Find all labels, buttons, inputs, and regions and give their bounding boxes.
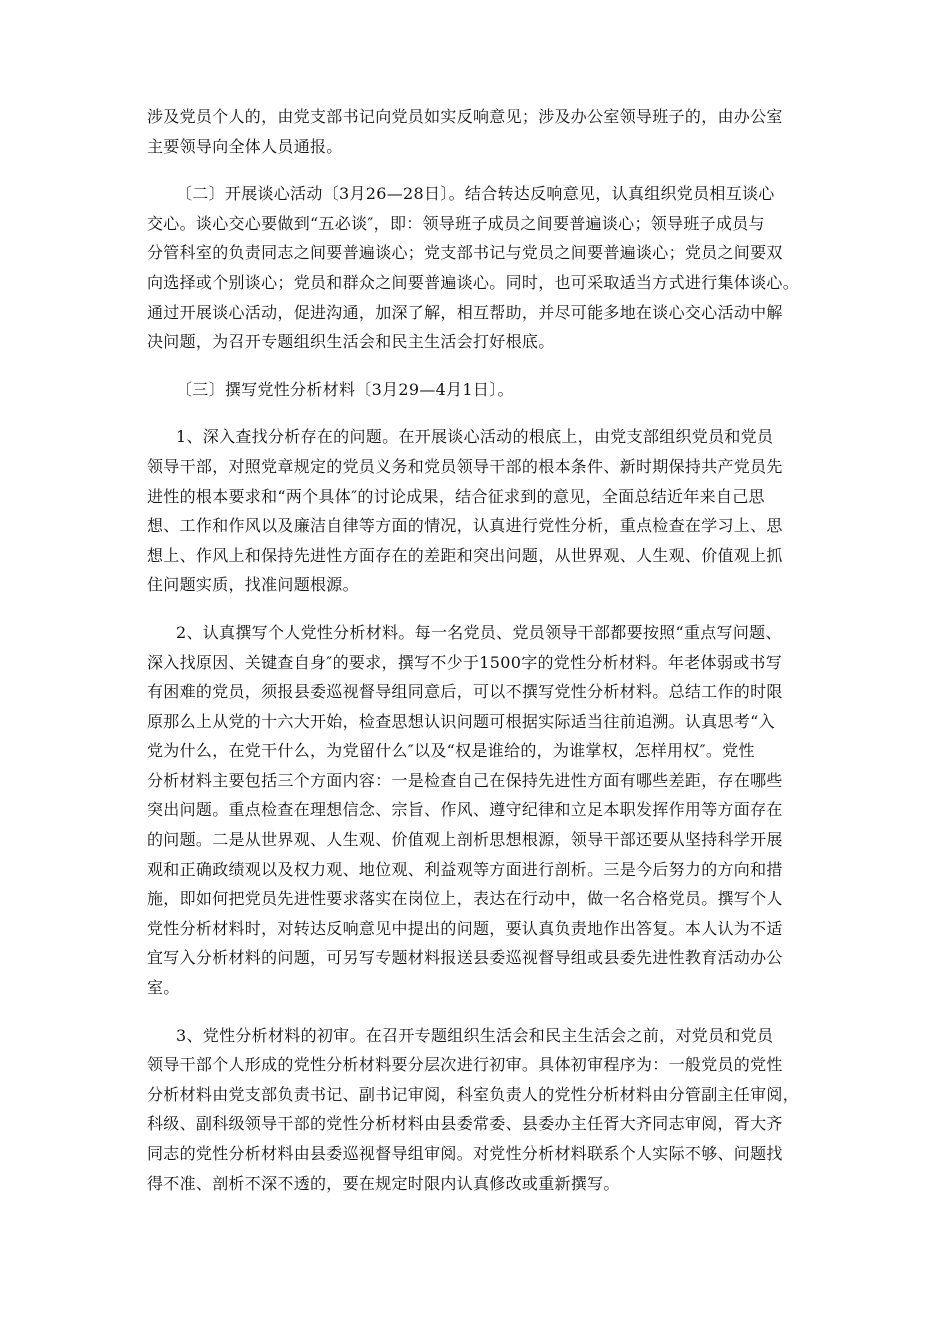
paragraph-1: [147, 179, 815, 357]
text-line: 向选择或个别谈心；党员和群众之间要普遍谈心。同时，也可采取适当方式进行集体谈心。: [147, 272, 800, 292]
text-line: 涉及党员个人的，由党支部书记向党员如实反响意见；涉及办公室领导班子的，由办公室: [147, 107, 783, 126]
paragraph-gap: [147, 600, 815, 618]
text-line: 想、工作和作风以及廉洁自律等方面的情况，认真进行党性分析，重点检查在学习上、思: [147, 516, 783, 536]
paragraph-gap: [147, 161, 815, 179]
text-line: 原那么上从党的十六大开始，检查思想认识问题可根据实际适当往前追溯。认真思考“入: [147, 711, 775, 731]
text-line: 2、认真撰写个人党性分析材料。每一名党员、党员领导干部都要按照“重点写问题、: [176, 622, 782, 642]
text-line: 的问题。二是从世界观、人生观、价值观上剖析思想根源，领导干部还要从坚持科学开展: [147, 830, 783, 850]
paragraph-4: [147, 618, 815, 1003]
text-line: 分管科室的负责同志之间要普遍谈心；党支部书记与党员之间要普遍谈心；党员之间要双: [147, 243, 783, 263]
text-line: 突出问题。重点检查在理想信念、宗旨、作风、遵守纪律和立足本职发挥作用等方面存在: [147, 800, 783, 820]
text-line: 主要领导向全体人员通报。: [147, 136, 343, 156]
paragraph-0: [147, 102, 815, 161]
text-line: 领导干部，对照党章规定的党员义务和党员领导干部的根本条件、新时期保持共产党员先: [147, 456, 783, 476]
paragraph-gap: [147, 1003, 815, 1021]
text-line: 深入找原因、关键查自身″的要求，撰写不少于1500字的党性分析材料。年老体弱或书写: [147, 652, 782, 672]
text-line: 室。: [147, 978, 180, 998]
text-line: 决问题，为召开专题组织生活会和民主生活会打好根底。: [147, 332, 555, 352]
text-line: 科级、副科级领导干部的党性分析材料由县委常委、县委办主任胥大齐同志审阅，胥大齐: [147, 1114, 783, 1134]
text-line: 有困难的党员，须报县委巡视督导组同意后，可以不撰写党性分析材料。总结工作的时限: [147, 682, 783, 702]
text-line: 住问题实质，找准问题根源。: [147, 575, 359, 595]
text-line: 党性分析材料时，对转达反响意见中提出的问题，要认真负责地作出答复。本人认为不适: [147, 918, 783, 938]
paragraph-3: [147, 422, 815, 600]
text-line: 通过开展谈心活动，促进沟通，加深了解，相互帮助，并尽可能多地在谈心交心活动中解: [147, 302, 783, 322]
text-line: 分析材料主要包括三个方面内容：一是检查自己在保持先进性方面有哪些差距，存在哪些: [147, 770, 783, 790]
text-line: 1、深入查找分析存在的问题。在开展谈心活动的根底上，由党支部组织党员和党员: [176, 427, 774, 447]
text-line: 党为什么，在党干什么，为党留什么″以及“权是谁给的，为谁掌权，怎样用权″。党性: [147, 741, 755, 761]
text-line: 观和正确政绩观以及权力观、地位观、利益观等方面进行剖析。三是今后努力的方向和措: [147, 859, 783, 879]
text-line: 施，即如何把党员先进性要求落实在岗位上，表达在行动中，做一名合格党员。撰写个人: [147, 889, 783, 909]
text-line: 交心。谈心交心要做到“五必谈″，即：领导班子成员之间要普遍谈心；领导班子成员与: [147, 213, 765, 233]
text-line: 得不准、剖析不深不透的，要在规定时限内认真修改或重新撰写。: [147, 1173, 620, 1193]
text-line: 进性的根本要求和“两个具体″的讨论成果，结合征求到的意见，全面总结近年来自己思: [147, 486, 765, 506]
section-heading: 〔三〕撰写党性分析材料〔3月29—4月1日〕。: [176, 379, 514, 399]
text-line: 3、党性分析材料的初审。在召开专题组织生活会和民主生活会之前，对党员和党员: [176, 1025, 774, 1045]
text-line: 〔二〕开展谈心活动〔3月26—28日〕。结合转达反响意见，认真组织党员相互谈心: [176, 184, 775, 204]
paragraph-gap: [147, 357, 815, 375]
document-page: [147, 102, 815, 1198]
paragraph-5: [147, 1021, 815, 1199]
text-line: 分析材料由党支部负责书记、副书记审阅，科室负责人的党性分析材料由分管副主任审阅，: [147, 1084, 800, 1104]
paragraph-gap: [147, 404, 815, 422]
text-line: 领导干部个人形成的党性分析材料要分层次进行初审。具体初审程序为：一般党员的党性: [147, 1055, 783, 1075]
paragraph-2: [147, 375, 815, 405]
text-line: 宜写入分析材料的问题，可另写专题材料报送县委巡视督导组或县委先进性教育活动办公: [147, 948, 783, 968]
text-line: 同志的党性分析材料由县委巡视督导组审阅。对党性分析材料联系个人实际不够、问题找: [147, 1144, 783, 1163]
text-line: 想上、作风上和保持先进性方面存在的差距和突出问题，从世界观、人生观、价值观上抓: [147, 545, 783, 565]
